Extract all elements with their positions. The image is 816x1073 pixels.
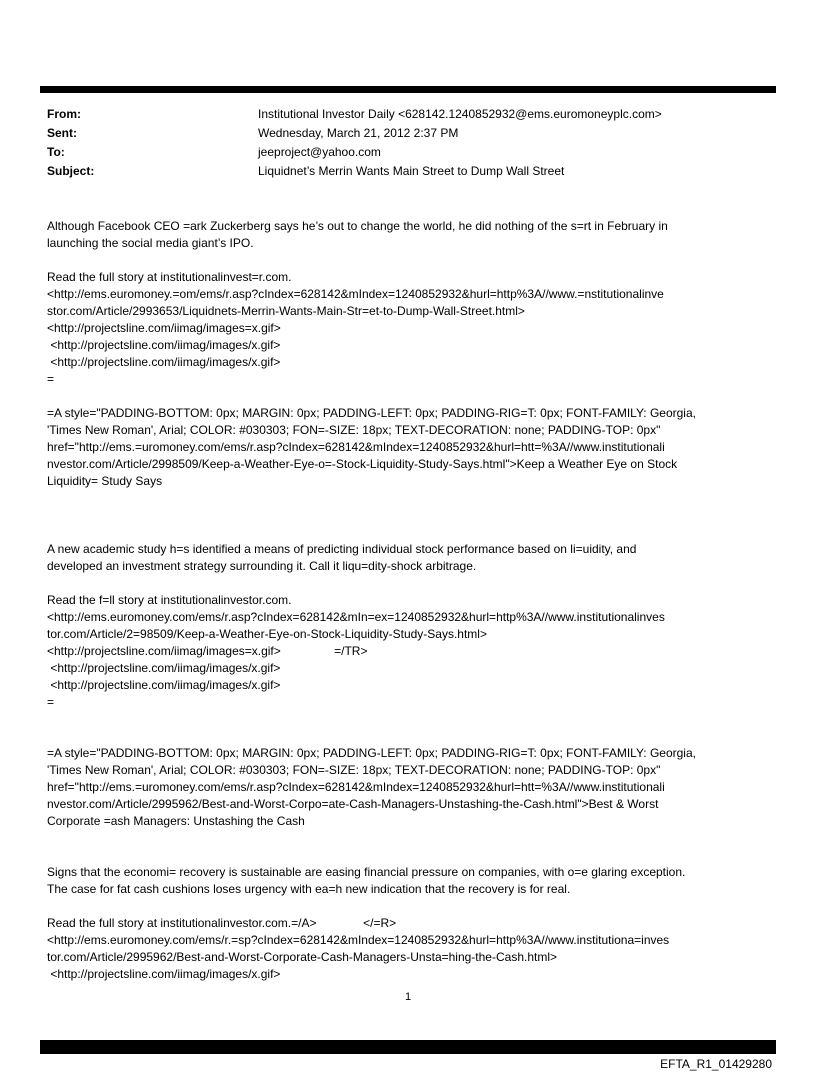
header-row-to [47, 143, 773, 162]
body-line: <http://projectsline.com/iimag/images/x.gif> [47, 338, 281, 352]
body-line: = [47, 695, 55, 709]
body-line: nvestor.com/Article/2998509/Keep-a-Weather-Eye-o=-Stock-Liquidity-Study-Says.html">Keep a Weather Eye on Stock [47, 457, 678, 471]
body-line: developed an investment strategy surrounding it. Call it liqu=dity-shock arbitrage. [47, 559, 477, 573]
body-line [47, 847, 773, 864]
bates-number: EFTA_R1_01429280 [660, 1057, 772, 1071]
body-line: Read the full story at institutionalinvestor.com.=/A> </=R> [47, 916, 397, 930]
body-line: A new academic study h=s identified a means of predicting individual stock performance based on li=uidity, and [47, 542, 637, 556]
header-field-value: Liquidnet’s Merrin Wants Main Street to Dump Wall Street [258, 164, 565, 178]
body-line: Read the full story at institutionalinvest=r.com. [47, 270, 292, 284]
body-line: <http://ems.euromoney.com/ems/r.asp?cIndex=628142&mIn=ex=1240852932&hurl=http%3A//www.institutionalinves [47, 610, 665, 624]
header-field-label: Sent: [47, 126, 77, 140]
body-line: Corporate =ash Managers: Unstashing the Cash [47, 814, 305, 828]
header-field-label: Subject: [47, 164, 95, 178]
body-line [47, 728, 773, 745]
header-field-value: jeeproject@yahoo.com [258, 145, 381, 159]
body-line: Liquidity= Study Says [47, 474, 163, 488]
body-line: nvestor.com/Article/2995962/Best-and-Worst-Corpo=ate-Cash-Managers-Unstashing-the-Cash.html">Best & Worst [47, 797, 659, 811]
page-number: 1 [404, 991, 412, 1003]
header-row-subject [47, 162, 773, 181]
body-line [47, 524, 773, 541]
header-field-label: From: [47, 107, 81, 121]
body-line: 'Times New Roman', Arial; COLOR: #030303; FON=-SIZE: 18px; TEXT-DECORATION: none; PADDING-TOP: 0px" [47, 423, 661, 437]
body-line [47, 898, 773, 915]
body-line: tor.com/Article/2=98509/Keep-a-Weather-Eye-on-Stock-Liquidity-Study-Says.html> [47, 627, 487, 641]
body-line [47, 490, 773, 507]
body-line: href="http://ems.=uromoney.com/ems/r.asp?cIndex=628142&mIndex=1240852932&hurl=htt=%3A//www.institutionali [47, 440, 665, 454]
body-line [47, 711, 773, 728]
body-line [47, 507, 773, 524]
body-line: <http://projectsline.com/iimag/images=x.gif> [47, 321, 281, 335]
email-header [47, 105, 773, 181]
body-line [47, 575, 773, 592]
body-line [47, 830, 773, 847]
body-line: launching the social media giant’s IPO. [47, 236, 254, 250]
header-field-value: Institutional Investor Daily <628142.1240852932@ems.euromoneyplc.com> [258, 107, 662, 121]
body-line: =A style="PADDING-BOTTOM: 0px; MARGIN: 0px; PADDING-LEFT: 0px; PADDING-RIG=T: 0px; FONT-FAMILY: Georgia, [47, 406, 696, 420]
body-line: = [47, 372, 55, 386]
body-line: Signs that the economi= recovery is sustainable are easing financial pressure on companies, with o=e glaring exception. [47, 865, 686, 879]
header-row-from [47, 105, 773, 124]
body-line: <http://projectsline.com/iimag/images/x.gif> [47, 661, 281, 675]
body-line: =A style="PADDING-BOTTOM: 0px; MARGIN: 0px; PADDING-LEFT: 0px; PADDING-RIG=T: 0px; FONT-FAMILY: Georgia, [47, 746, 696, 760]
body-line [47, 388, 773, 405]
body-line: <http://projectsline.com/iimag/images=x.gif> =/TR> [47, 644, 368, 658]
body-line: Read the f=ll story at institutionalinvestor.com. [47, 593, 292, 607]
body-line: 'Times New Roman', Arial; COLOR: #030303; FON=-SIZE: 18px; TEXT-DECORATION: none; PADDING-TOP: 0px" [47, 763, 661, 777]
body-line: <http://projectsline.com/iimag/images/x.gif> [47, 355, 281, 369]
body-line: The case for fat cash cushions loses urgency with ea=h new indication that the recovery is for real. [47, 882, 571, 896]
body-line [47, 252, 773, 269]
header-field-value: Wednesday, March 21, 2012 2:37 PM [258, 126, 459, 140]
body-line: Although Facebook CEO =ark Zuckerberg says he’s out to change the world, he did nothing of the s=rt in February in [47, 219, 668, 233]
body-line: href="http://ems.=uromoney.com/ems/r.asp?cIndex=628142&mIndex=1240852932&hurl=htt=%3A//www.institutionali [47, 780, 665, 794]
header-row-sent [47, 124, 773, 143]
body-line: <http://ems.euromoney.com/ems/r.=sp?cIndex=628142&mIndex=1240852932&hurl=http%3A//www.institutiona=inves [47, 933, 670, 947]
body-line: stor.com/Article/2993653/Liquidnets-Merrin-Wants-Main-Str=et-to-Dump-Wall-Street.html> [47, 304, 525, 318]
header-field-label: To: [47, 145, 65, 159]
body-line: <http://projectsline.com/iimag/images/x.gif> [47, 678, 281, 692]
bottom-divider-bar [40, 1040, 776, 1054]
body-line: tor.com/Article/2995962/Best-and-Worst-Corporate-Cash-Managers-Unsta=hing-the-Cash.html> [47, 950, 558, 964]
body-line: <http://projectsline.com/iimag/images/x.gif> [47, 967, 281, 981]
email-body [47, 218, 773, 983]
top-divider-bar [40, 86, 776, 93]
body-line: <http://ems.euromoney.=om/ems/r.asp?cIndex=628142&mIndex=1240852932&hurl=http%3A//www.=nstitutionalinve [47, 287, 664, 301]
